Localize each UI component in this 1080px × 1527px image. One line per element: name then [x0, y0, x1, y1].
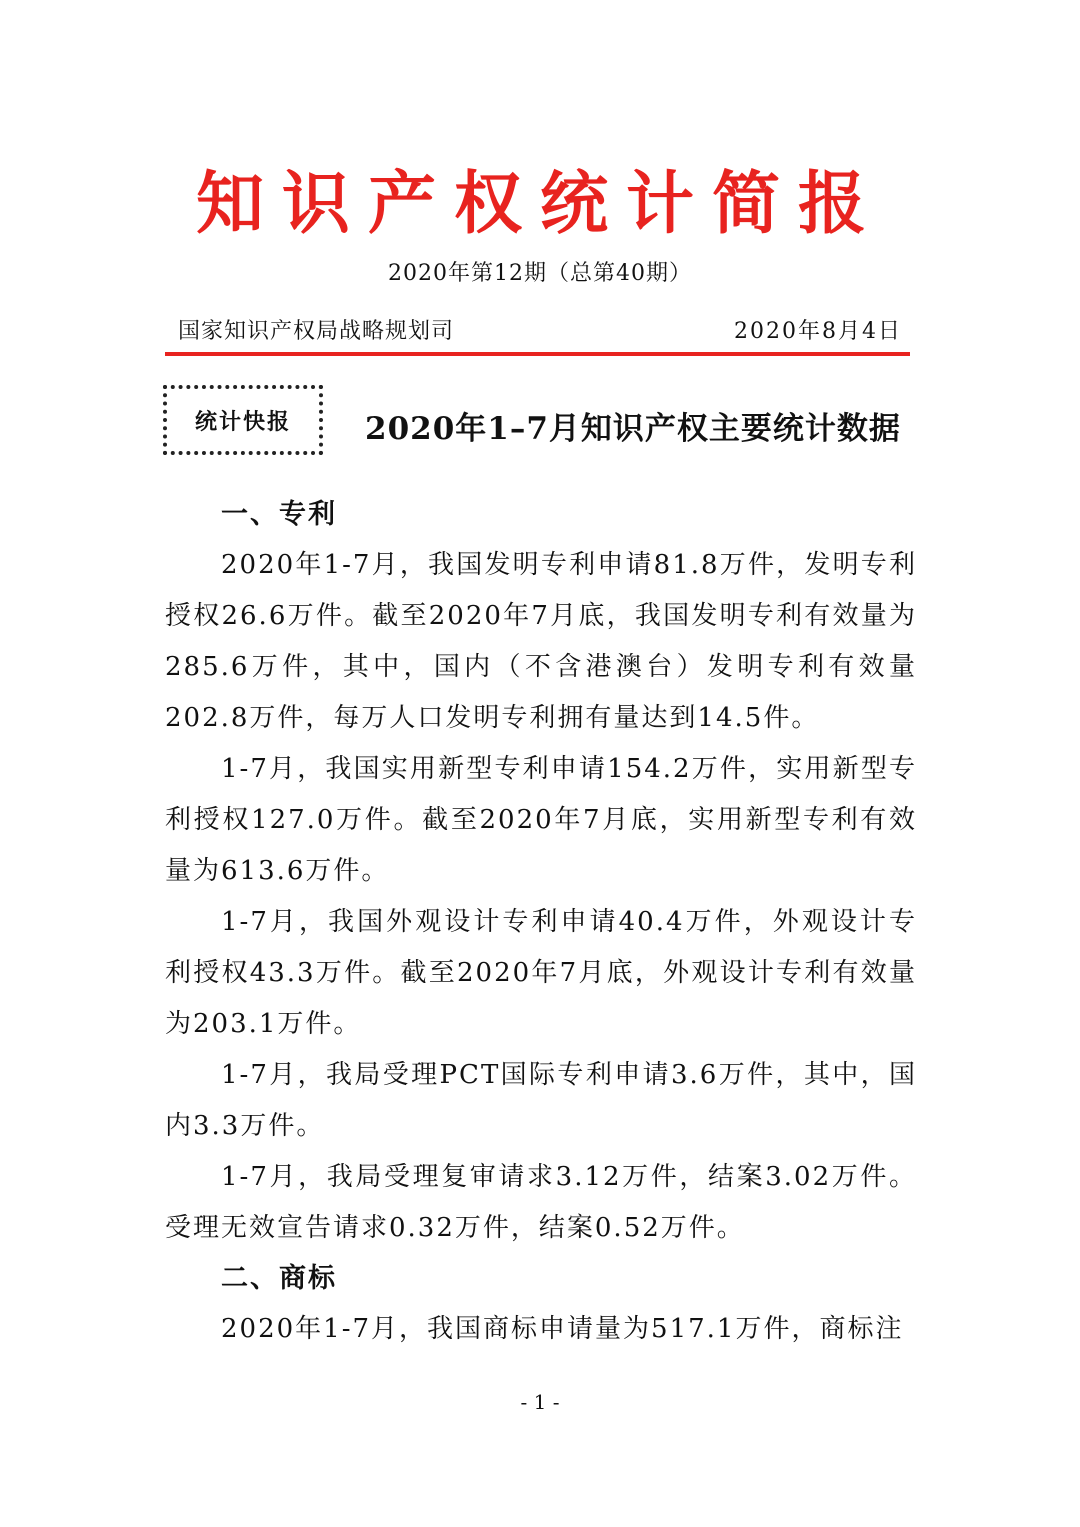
patent-paragraph-pct: 1-7月，我局受理PCT国际专利申请3.6万件，其中，国内3.3万件。	[165, 1060, 917, 1141]
patent-paragraph-review: 1-7月，我局受理复审请求3.12万件，结案3.02万件。受理无效宣告请求0.32万件，结案0.52万件。	[165, 1162, 917, 1243]
page-number: - 1 -	[520, 1390, 560, 1414]
masthead-title: 知识产权统计简报	[195, 164, 884, 244]
report-title: 2020年1–7月知识产权主要统计数据	[365, 411, 901, 447]
header-divider	[165, 352, 910, 356]
department-name: 国家知识产权局战略规划司	[178, 319, 455, 344]
patent-paragraph-utility-model: 1-7月，我国实用新型专利申请154.2万件，实用新型专利授权127.0万件。截至2020年7月底，实用新型专利有效量为613.6万件。	[165, 754, 917, 886]
section-heading-trademark: 二、商标	[221, 1263, 337, 1294]
section-heading-patent: 一、专利	[221, 499, 337, 530]
publish-date: 2020年8月4日	[734, 319, 902, 344]
document-body	[165, 490, 917, 1355]
report-type-badge: 统计快报	[163, 385, 323, 455]
patent-paragraph-design: 1-7月，我国外观设计专利申请40.4万件，外观设计专利授权43.3万件。截至2020年7月底，外观设计专利有效量为203.1万件。	[165, 907, 917, 1039]
issue-number: 2020年第12期（总第40期）	[388, 261, 692, 286]
patent-paragraph-invention: 2020年1-7月，我国发明专利申请81.8万件，发明专利授权26.6万件。截至2020年7月底，我国发明专利有效量为285.6万件，其中，国内（不含港澳台）发明专利有效量202.8万件，每万人口发明专利拥有量达到14.5件。	[165, 550, 917, 733]
trademark-paragraph: 2020年1-7月，我国商标申请量为517.1万件，商标注	[221, 1314, 904, 1344]
